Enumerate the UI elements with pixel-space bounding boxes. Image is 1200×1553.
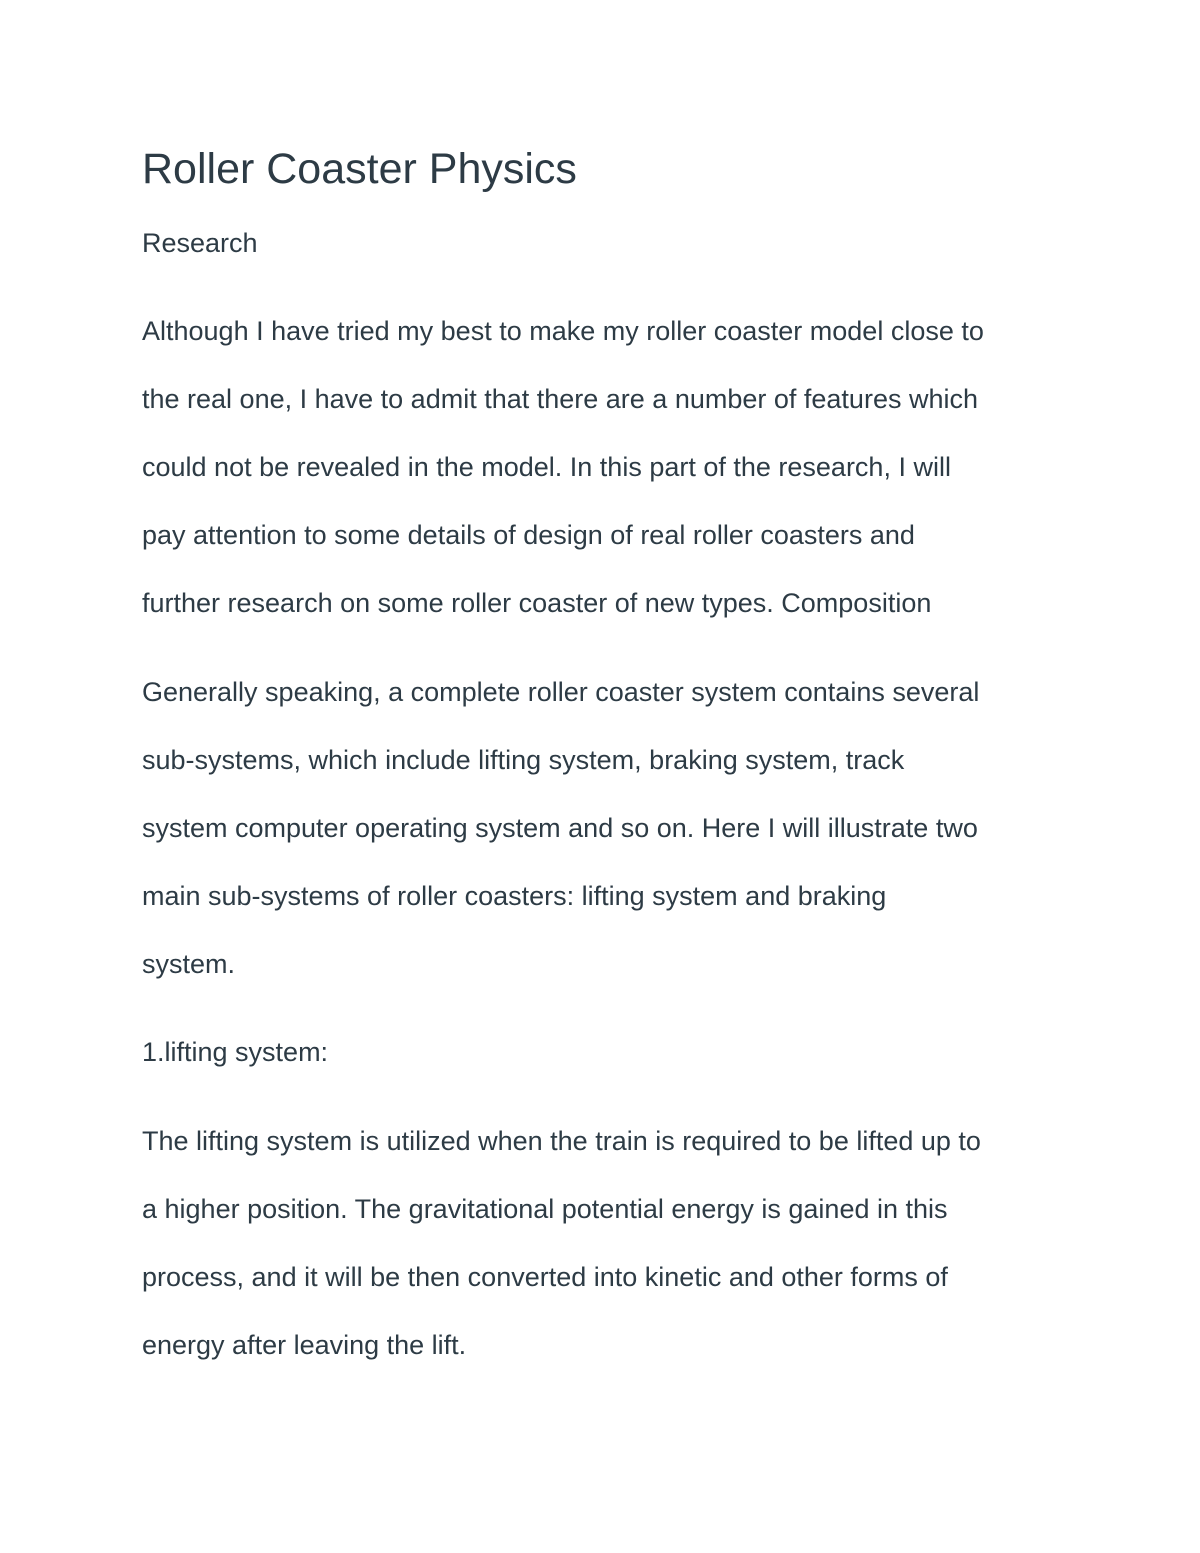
- paragraph-line: pay attention to some details of design of real roller coasters and: [142, 520, 915, 550]
- paragraph-line: the real one, I have to admit that there are a number of features which: [142, 384, 978, 414]
- paragraph-line: system computer operating system and so on. Here I will illustrate two: [142, 813, 978, 843]
- paragraph-line: process, and it will be then converted into kinetic and other forms of: [142, 1262, 948, 1292]
- section-heading: Research: [142, 228, 258, 258]
- paragraph-line: Generally speaking, a complete roller coaster system contains several: [142, 677, 980, 707]
- subheading-lifting-system: 1.lifting system:: [142, 1037, 329, 1067]
- paragraph-line: sub-systems, which include lifting system, braking system, track: [142, 745, 905, 775]
- paragraph-line: could not be revealed in the model. In this part of the research, I will: [142, 452, 951, 482]
- document-title: Roller Coaster Physics: [142, 145, 577, 193]
- paragraph-line: further research on some roller coaster of new types. Composition: [142, 588, 932, 618]
- paragraph-line: energy after leaving the lift.: [142, 1330, 467, 1360]
- paragraph-line: Although I have tried my best to make my roller coaster model close to: [142, 316, 984, 346]
- paragraph-line: The lifting system is utilized when the train is required to be lifted up to: [142, 1126, 981, 1156]
- paragraph-line: a higher position. The gravitational potential energy is gained in this: [142, 1194, 948, 1224]
- paragraph-line: main sub-systems of roller coasters: lifting system and braking: [142, 881, 887, 911]
- paragraph-line: system.: [142, 949, 236, 979]
